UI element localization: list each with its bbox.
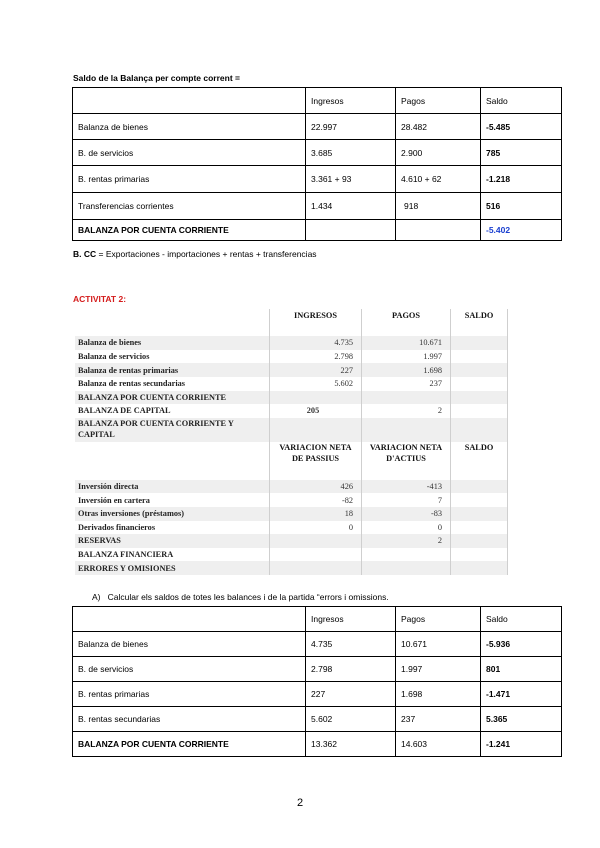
row-label: Balanza de rentas secundarias	[78, 379, 186, 389]
header-cell: Saldo	[481, 88, 562, 114]
header-cell: VARIACION NETA D'ACTIUS	[362, 442, 451, 480]
cell	[396, 220, 481, 241]
header-cell: Saldo	[481, 607, 562, 632]
row-label: Derivados financieros	[78, 522, 156, 532]
cell: 227	[270, 363, 362, 377]
cell: 14.603	[396, 732, 481, 757]
saldo-cell: 5.365	[481, 707, 562, 732]
cell: 3.685	[306, 140, 396, 166]
cell	[451, 534, 508, 548]
header-cell: INGRESOS	[270, 309, 362, 323]
cell	[451, 377, 508, 391]
cell	[451, 350, 508, 364]
cell: 10.671	[362, 336, 451, 350]
cell: 426	[270, 480, 362, 494]
answer-table	[72, 606, 562, 757]
row-label: Balanza de rentas primarias	[78, 365, 179, 375]
table-row	[73, 114, 562, 140]
table-header-row	[73, 607, 562, 632]
cell	[270, 391, 362, 405]
saldo-cell: -1.471	[481, 682, 562, 707]
cell: 1.434	[306, 193, 396, 220]
header-cell	[73, 88, 306, 114]
table-row	[73, 193, 562, 220]
formula-note-label: B. CC	[73, 249, 97, 259]
cell: 10.671	[396, 632, 481, 657]
saldo-total-cell: -1.241	[481, 732, 562, 757]
cell: 2	[362, 534, 451, 548]
table-row	[73, 140, 562, 166]
cell: 1.997	[362, 350, 451, 364]
cell: 237	[362, 377, 451, 391]
cell: 2	[362, 404, 451, 418]
activity-image-table	[75, 309, 508, 575]
cell	[362, 391, 451, 405]
row-label: Balanza de servicios	[78, 352, 150, 362]
table-row	[75, 418, 508, 442]
cell	[270, 561, 362, 575]
table-row	[73, 220, 562, 241]
cell: 4.610 + 62	[396, 166, 481, 193]
cell: 2.798	[306, 657, 396, 682]
table-row	[75, 391, 508, 405]
saldo-cell: -1.218	[481, 166, 562, 193]
cell: 1.997	[396, 657, 481, 682]
header-cell: Ingresos	[306, 607, 396, 632]
cell: 22.997	[306, 114, 396, 140]
cell	[451, 561, 508, 575]
row-label: B. rentas primarias	[73, 166, 306, 193]
question-body: Calcular els saldos de totes les balances i de la partida “errors i omissions.	[107, 592, 389, 602]
cell: -82	[270, 493, 362, 507]
cell: 18	[270, 507, 362, 521]
cell: 0	[270, 521, 362, 535]
header-cell	[73, 607, 306, 632]
cell: 1.698	[362, 363, 451, 377]
table-header-row	[73, 88, 562, 114]
formula-note-text: = Exportaciones - importaciones + rentas + transferencias	[96, 249, 317, 259]
table-row	[75, 548, 508, 562]
header-cell: SALDO	[451, 442, 508, 480]
table-row	[75, 404, 508, 418]
formula-note	[73, 249, 317, 259]
table-row	[75, 350, 508, 364]
cell: 7	[362, 493, 451, 507]
cell	[451, 507, 508, 521]
cell: 4.735	[306, 632, 396, 657]
table-row	[73, 682, 562, 707]
table-row	[75, 377, 508, 391]
row-label: BALANZA FINANCIERA	[78, 550, 174, 560]
table-row	[73, 732, 562, 757]
saldo-cell: 516	[481, 193, 562, 220]
cell	[451, 521, 508, 535]
row-label: BALANZA POR CUENTA CORRIENTE	[78, 392, 227, 402]
cell	[362, 561, 451, 575]
cell	[451, 548, 508, 562]
row-label: Inversión en cartera	[78, 495, 150, 505]
row-label: Balanza de bienes	[78, 338, 142, 348]
header-cell: Pagos	[396, 88, 481, 114]
row-label: BALANZA POR CUENTA CORRIENTE	[73, 220, 306, 241]
table-row	[75, 521, 508, 535]
question-label: A)	[92, 592, 101, 602]
header-cell: VARIACION NETA DE PASSIUS	[270, 442, 362, 480]
cell: 2.798	[270, 350, 362, 364]
row-label: RESERVAS	[78, 536, 121, 546]
page-number: 2	[296, 797, 304, 809]
saldo-cell: -5.936	[481, 632, 562, 657]
header-cell: Ingresos	[306, 88, 396, 114]
table-row	[75, 336, 508, 350]
cell: 918	[396, 193, 481, 220]
table-row	[75, 561, 508, 575]
cell	[451, 336, 508, 350]
current-account-table	[72, 87, 562, 241]
table-row	[75, 323, 508, 337]
row-label: Transferencias corrientes	[73, 193, 306, 220]
row-label: BALANZA POR CUENTA CORRIENTE	[73, 732, 306, 757]
question-text	[92, 592, 389, 602]
table-row	[73, 657, 562, 682]
table-row	[73, 166, 562, 193]
cell: 13.362	[306, 732, 396, 757]
row-label: B. rentas primarias	[73, 682, 306, 707]
header-cell: SALDO	[451, 309, 508, 323]
cell: 5.602	[306, 707, 396, 732]
cell	[451, 418, 508, 442]
row-label: Otras inversiones (préstamos)	[78, 509, 184, 519]
saldo-cell: 785	[481, 140, 562, 166]
header-cell: PAGOS	[362, 309, 451, 323]
table-row	[75, 534, 508, 548]
row-label: Inversión directa	[78, 482, 139, 492]
row-label: B. rentas secundarias	[73, 707, 306, 732]
cell: 4.735	[270, 336, 362, 350]
cell	[362, 418, 451, 442]
cell: 237	[396, 707, 481, 732]
cell	[270, 548, 362, 562]
cell	[270, 534, 362, 548]
cell	[451, 480, 508, 494]
table-header-row	[75, 309, 508, 323]
saldo-cell: -5.485	[481, 114, 562, 140]
row-label: B. de servicios	[73, 140, 306, 166]
table1-title: Saldo de la Balança per compte corrent =	[73, 73, 240, 83]
cell	[362, 548, 451, 562]
saldo-total-cell: -5.402	[481, 220, 562, 241]
row-label: ERRORES Y OMISIONES	[78, 563, 176, 573]
cell: 28.482	[396, 114, 481, 140]
cell: 2.900	[396, 140, 481, 166]
cell: 227	[306, 682, 396, 707]
table-header-row	[75, 442, 508, 480]
table-row	[75, 480, 508, 494]
row-label: BALANZA POR CUENTA CORRIENTE Y CAPITAL	[78, 418, 234, 439]
cell	[451, 404, 508, 418]
table-row	[75, 363, 508, 377]
table-row	[75, 493, 508, 507]
header-cell	[75, 309, 270, 323]
row-label: BALANZA DE CAPITAL	[78, 406, 171, 416]
cell: -413	[362, 480, 451, 494]
cell	[306, 220, 396, 241]
cell	[451, 493, 508, 507]
row-label: Balanza de bienes	[73, 114, 306, 140]
saldo-cell: 801	[481, 657, 562, 682]
cell: 205	[270, 404, 362, 418]
activity-title: ACTIVITAT 2:	[73, 294, 127, 304]
cell: 0	[362, 521, 451, 535]
cell	[451, 391, 508, 405]
table-row	[75, 507, 508, 521]
table-row	[73, 632, 562, 657]
header-cell: Pagos	[396, 607, 481, 632]
table-row	[73, 707, 562, 732]
cell: 3.361 + 93	[306, 166, 396, 193]
row-label: Balanza de bienes	[73, 632, 306, 657]
row-label: B. de servicios	[73, 657, 306, 682]
cell: -83	[362, 507, 451, 521]
cell: 1.698	[396, 682, 481, 707]
cell: 5.602	[270, 377, 362, 391]
cell	[451, 363, 508, 377]
cell	[270, 418, 362, 442]
